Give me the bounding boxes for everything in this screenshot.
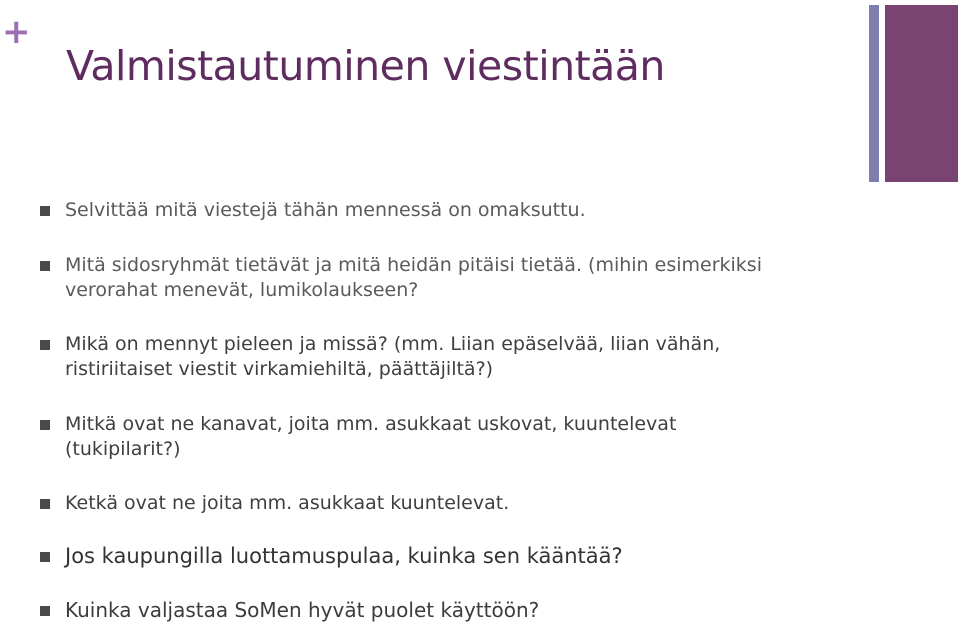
- bullet-text: [65, 412, 820, 462]
- bullet-text: [65, 332, 820, 382]
- bullet-item-7: [40, 598, 820, 623]
- bullet-line: ristiriitaiset viestit virkamiehiltä, päättäjiltä?): [65, 358, 494, 380]
- bullet-item-4: [40, 412, 820, 462]
- bullet-item-5: [40, 491, 820, 516]
- slide-title: Valmistautuminen viestintään: [66, 42, 665, 90]
- bullet-item-2: [40, 253, 820, 303]
- bullet-line: Kuinka valjastaa SoMen hyvät puolet käyttöön?: [65, 598, 540, 622]
- bullet-square-icon: [40, 606, 50, 616]
- bullet-text: [65, 253, 820, 303]
- bullet-text: [65, 544, 820, 569]
- bullet-item-1: [40, 198, 820, 223]
- bullet-line: Ketkä ovat ne joita mm. asukkaat kuuntelevat.: [65, 492, 510, 514]
- bullet-text: [65, 198, 820, 223]
- bullet-line: verorahat menevät, lumikolaukseen?: [65, 279, 419, 301]
- bullet-line: Mikä on mennyt pieleen ja missä? (mm. Liian epäselvää, liian vähän,: [65, 333, 721, 355]
- bullet-square-icon: [40, 499, 50, 509]
- plus-icon: +: [2, 12, 31, 52]
- bullet-square-icon: [40, 420, 50, 430]
- bullet-square-icon: [40, 340, 50, 350]
- bullet-line: (tukipilarit?): [65, 438, 181, 460]
- bullet-text: [65, 598, 820, 623]
- bullet-square-icon: [40, 552, 50, 562]
- bullet-item-3: [40, 332, 820, 382]
- bullet-line: Jos kaupungilla luottamuspulaa, kuinka sen kääntää?: [65, 544, 623, 568]
- bullet-square-icon: [40, 206, 50, 216]
- bullet-line: Mitkä ovat ne kanavat, joita mm. asukkaat uskovat, kuuntelevat: [65, 413, 677, 435]
- bullet-line: Mitä sidosryhmät tietävät ja mitä heidän pitäisi tietää. (mihin esimerkiksi: [65, 254, 762, 276]
- bullet-line: Selvittää mitä viestejä tähän mennessä on omaksuttu.: [65, 199, 586, 221]
- bullet-text: [65, 491, 820, 516]
- bullet-item-6: [40, 544, 820, 569]
- bullet-square-icon: [40, 261, 50, 271]
